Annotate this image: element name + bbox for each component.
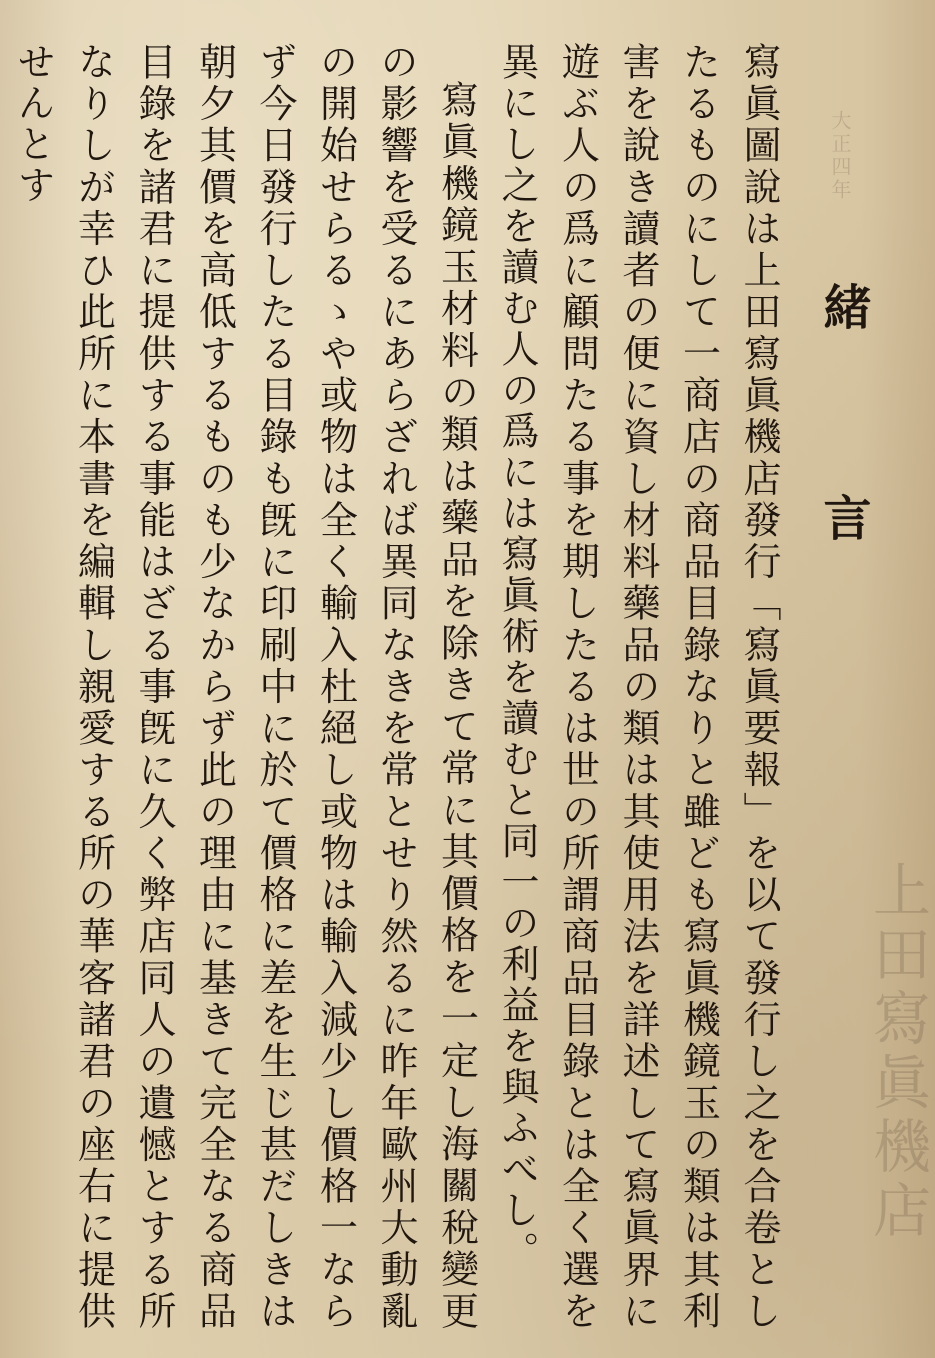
title-char-1: 緒	[815, 282, 871, 333]
vertical-text-block	[0, 42, 887, 1332]
paragraph-3	[0, 42, 3, 1332]
bleed-through-publisher: 上田寫眞機店	[863, 860, 931, 1244]
paragraph-1: 寫眞圖說は上田寫眞機店發行「寫眞要報」を以て發行し之を合卷としたるものにして一商店の商品目錄なりと雖ども寫眞機鏡玉の類は其利害を說き讀者の便に資し材料藥品の類は其使用法を詳述して寫眞界に遊ぶ人の爲に顧問たる事を期したるは世の所謂商品目錄とは全く選を異にし之を讀む人の爲には寫眞術を讀むと同一の利益を與ふべし。	[495, 42, 781, 1332]
bleed-through-header: 大正四年	[828, 110, 852, 202]
title-char-2: 言	[815, 493, 871, 544]
page-title	[799, 42, 887, 1312]
paragraph-2: 寫眞機鏡玉材料の類は藥品を除きて常に其價格を一定し海關稅變更の影響を受るにあらざれば異同なきを常とせり然るに昨年歐州大動亂の開始せらるゝや或物は全く輸入杜絕し或物は輸入減少し價格一ならず今日發行したる目錄も旣に印刷中に於て價格に差を生じ甚だしきは朝夕其價を高低するものも少なからず此の理由に基きて完全なる商品目錄を諸君に提供する事能はざる事旣に久く弊店同人の遺憾とする所なりしが幸ひ此所に本書を編輯し親愛する所の華客諸君の座右に提供せんとす	[11, 42, 479, 1332]
